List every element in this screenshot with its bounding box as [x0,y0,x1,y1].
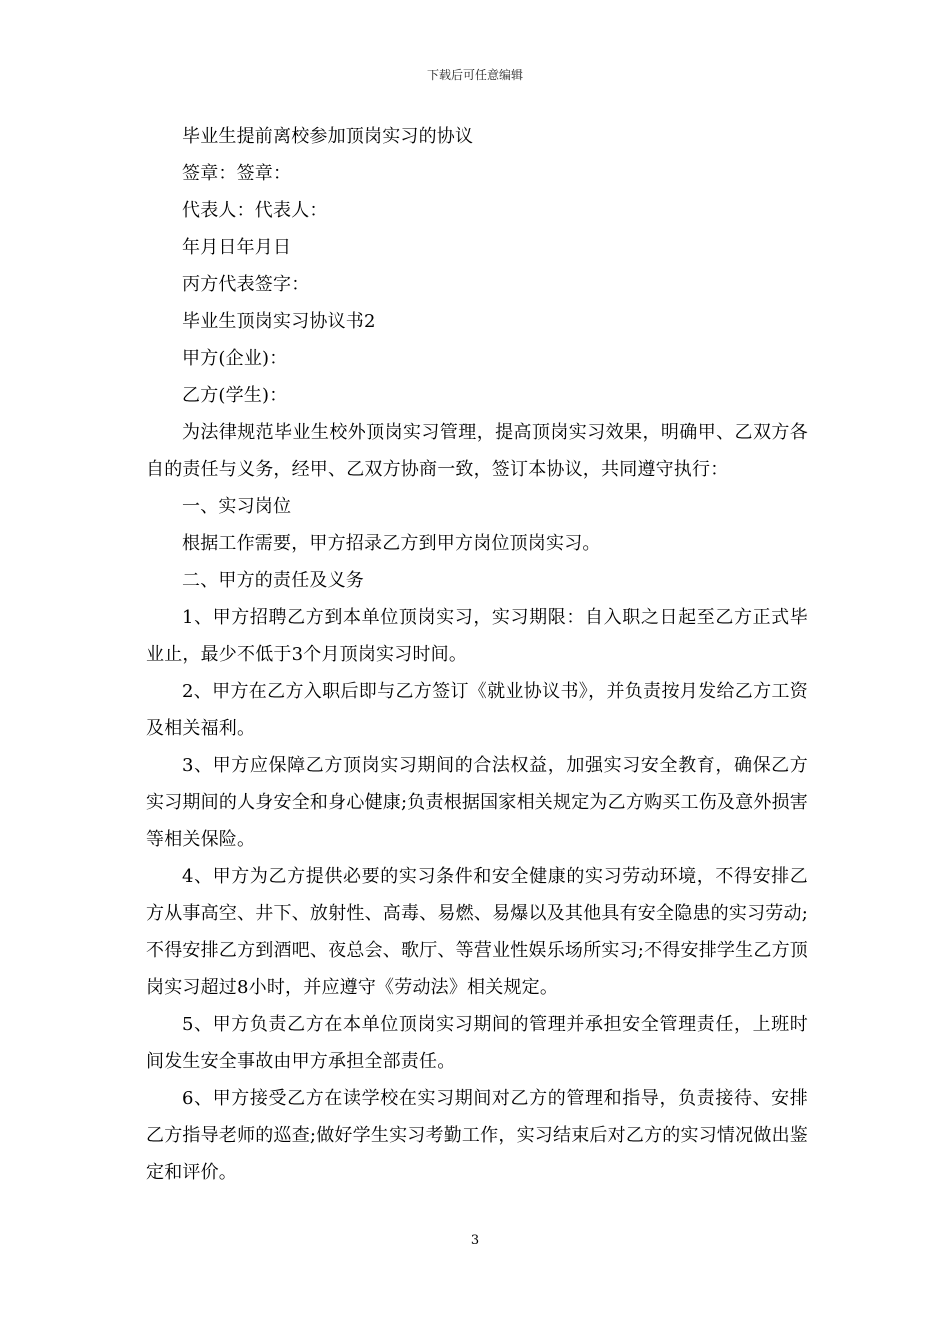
signature-line: 签章：签章： [182,163,292,184]
page-number: 3 [470,1233,480,1248]
clause-3: 3、甲方应保障乙方顶岗实习期间的合法权益，加强实习安全教育，确保乙方实习期间的人身安全和身心健康;负责根据国家相关规定为乙方购买工伤及意外损害等相关保险。 [146,755,808,850]
heading-internship-position: 一、实习岗位 [182,496,292,517]
party-b-line: 乙方(学生)： [182,385,288,406]
party-a-line: 甲方(企业)： [182,348,288,369]
date-line: 年月日年月日 [182,237,292,258]
heading-party-a-duties: 二、甲方的责任及义务 [182,570,364,591]
clause-2: 2、甲方在乙方入职后即与乙方签订《就业协议书》，并负责按月发给乙方工资及相关福利。 [146,681,808,739]
agreement-title: 毕业生提前离校参加顶岗实习的协议 [182,126,474,147]
header-note: 下载后可任意编辑 [426,68,523,82]
representative-line: 代表人：代表人： [182,200,328,221]
preamble-paragraph: 为法律规范毕业生校外顶岗实习管理，提高顶岗实习效果，明确甲、乙双方各自的责任与义务，经甲、乙双方协商一致，签订本协议，共同遵守执行： [146,422,808,480]
clause-4: 4、甲方为乙方提供必要的实习条件和安全健康的实习劳动环境，不得安排乙方从事高空、井下、放射性、高毒、易燃、易爆以及其他具有安全隐患的实习劳动;不得安排乙方到酒吧、夜总会、歌厅、等营业性娱乐场所实习;不得安排学生乙方顶岗实习超过8小时，并应遵守《劳动法》相关规定。 [146,866,808,998]
clause-6: 6、甲方接受乙方在读学校在实习期间对乙方的管理和指导，负责接待、安排乙方指导老师的巡查;做好学生实习考勤工作，实习结束后对乙方的实习情况做出鉴定和评价。 [146,1088,808,1183]
party-c-signature-line: 丙方代表签字： [182,274,310,295]
section-title: 毕业生顶岗实习协议书2 [182,311,376,332]
document-body [146,118,808,1191]
paragraph-position: 根据工作需要，甲方招录乙方到甲方岗位顶岗实习。 [182,533,601,554]
clause-1: 1、甲方招聘乙方到本单位顶岗实习，实习期限：自入职之日起至乙方正式毕业止，最少不低于3个月顶岗实习时间。 [146,607,808,665]
clause-5: 5、甲方负责乙方在本单位顶岗实习期间的管理并承担安全管理责任，上班时间发生安全事故由甲方承担全部责任。 [146,1014,808,1072]
